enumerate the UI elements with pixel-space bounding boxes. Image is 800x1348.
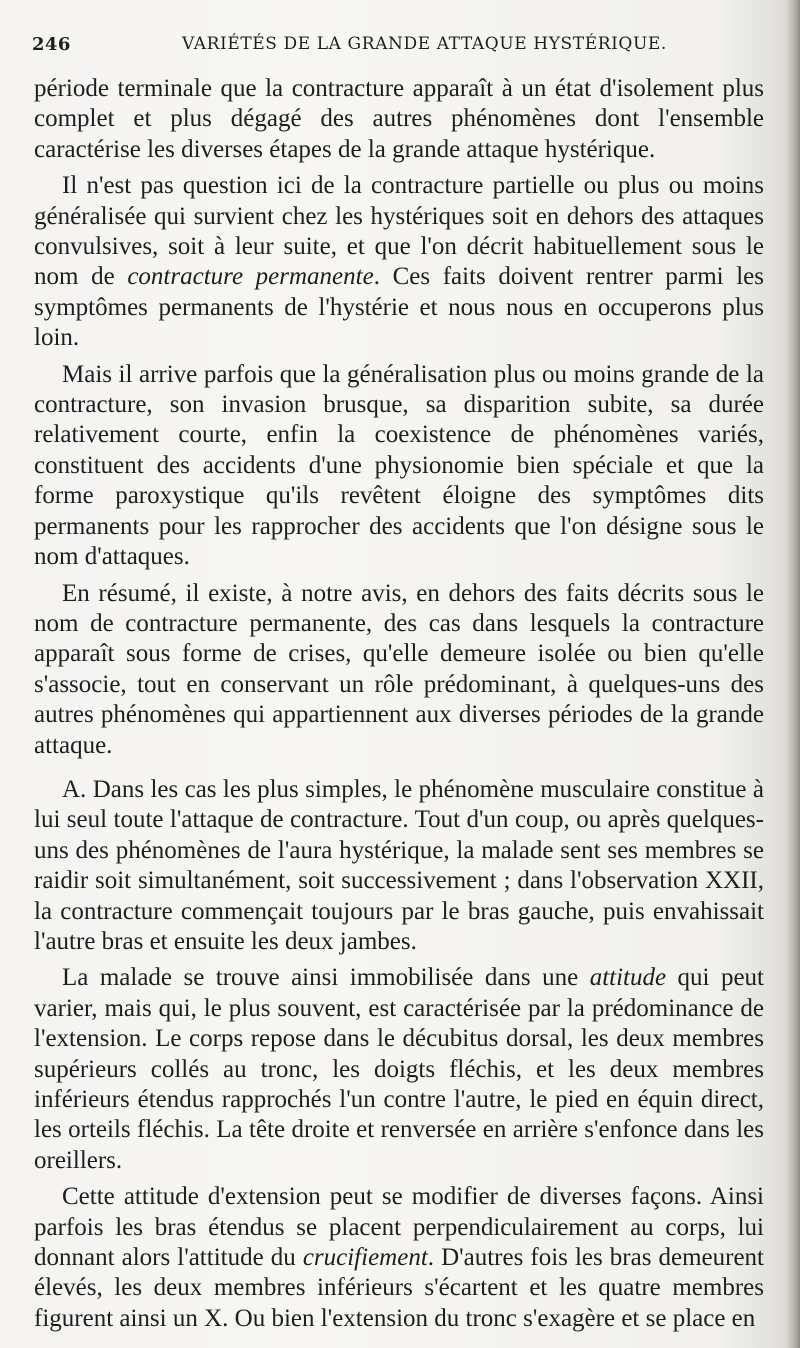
italic-term: contracture permanente xyxy=(127,263,374,291)
paragraph-generalisation xyxy=(34,360,764,573)
paragraph-text: Cette attitude d'extension peut se modifier de diverses façons. Ainsi parfois les bras étendus se placent perpendiculairement au corps, lui donnant alors l'attitude du xyxy=(34,1183,764,1272)
paragraph-summary xyxy=(34,579,764,761)
running-title: VARIÉTÉS DE LA GRANDE ATTAQUE HYSTÉRIQUE. xyxy=(182,34,667,54)
paragraph-permanent-contracture xyxy=(34,171,764,353)
paragraph-text: En résumé, il existe, à notre avis, en dehors des faits décrits sous le nom de contracture permanente, des cas dans lesquels la contracture apparaît sous forme de crises, qu'elle demeure isolée ou bien qu'elle s'associe, tout en conservant un rôle prédominant, à quelques-uns des autres phénomènes qui appartiennent aux diverses périodes de la grande attaque. xyxy=(34,579,764,759)
page-edge-shadow xyxy=(786,0,800,1348)
paragraph-attitude xyxy=(34,963,764,1176)
paragraph-text: A. Dans les cas les plus simples, le phénomène musculaire constitue à lui seul toute l'attaque de contracture. Tout d'un coup, ou après quelques-uns des phénomènes de l'aura hystérique, la malade sent ses membres se raidir soit simultanément, soit successivement ; dans l'observation XXII, la contracture commençait toujours par le bras gauche, puis envahissait l'autre bras et ensuite les deux jambes. xyxy=(34,775,764,955)
paragraph-text: période terminale que la contracture apparaît à un état d'isolement plus complet et plus dégagé des autres phénomènes dont l'ensemble caractérise les diverses étapes de la grande attaque hystérique. xyxy=(34,75,764,163)
paragraph-text: La malade se trouve ainsi immobilisée dans une xyxy=(62,964,590,992)
paragraph-text: Il n'est pas question ici de la contracture partielle ou plus ou moins généralisée qui survient chez les hystériques soit en dehors des attaques convulsives, soit à leur suite, et que l'on décrit habituellement sous le nom de xyxy=(34,172,764,291)
italic-term: crucifiement xyxy=(302,1244,428,1272)
italic-term: attitude xyxy=(589,964,667,992)
running-header xyxy=(32,30,772,60)
paragraph-text: qui peut varier, mais qui, le plus souvent, est caractérisée par la prédominance de l'extension. Le corps repose dans le décubitus dorsal, les deux membres supérieurs collés au tronc, les doigts fléchis, et les deux membres inférieurs étendus rapprochés l'un contre l'autre, le pied en équin direct, les orteils fléchis. La tête droite et renversée en arrière s'enfonce dans les oreillers. xyxy=(34,964,764,1174)
paragraph-section-a xyxy=(34,775,764,957)
paragraph-extension-variants xyxy=(34,1182,764,1334)
paragraph-text: Mais il arrive parfois que la généralisation plus ou moins grande de la contracture, son invasion brusque, sa disparition subite, sa durée relativement courte, enfin la coexistence de phénomènes variés, constituent des accidents d'une physionomie bien spéciale et que la forme paroxystique qu'ils revêtent éloigne des symptômes dits permanents pour les rapprocher des accidents que l'on désigne sous le nom d'attaques. xyxy=(34,360,764,571)
page-body xyxy=(34,74,764,1334)
page-number: 246 xyxy=(32,34,71,55)
paragraph-text: . Ces faits doivent rentrer parmi les symptômes permanents de l'hystérie et nous nous en occuperons plus loin. xyxy=(34,263,765,352)
paragraph-text: . D'autres fois les bras demeurent élevés, les deux membres inférieurs s'écartent et les quatre membres figurent ainsi un X. Ou bien l'extension du tronc s'exagère et se place en xyxy=(34,1244,764,1332)
paragraph-continuation xyxy=(34,74,764,165)
